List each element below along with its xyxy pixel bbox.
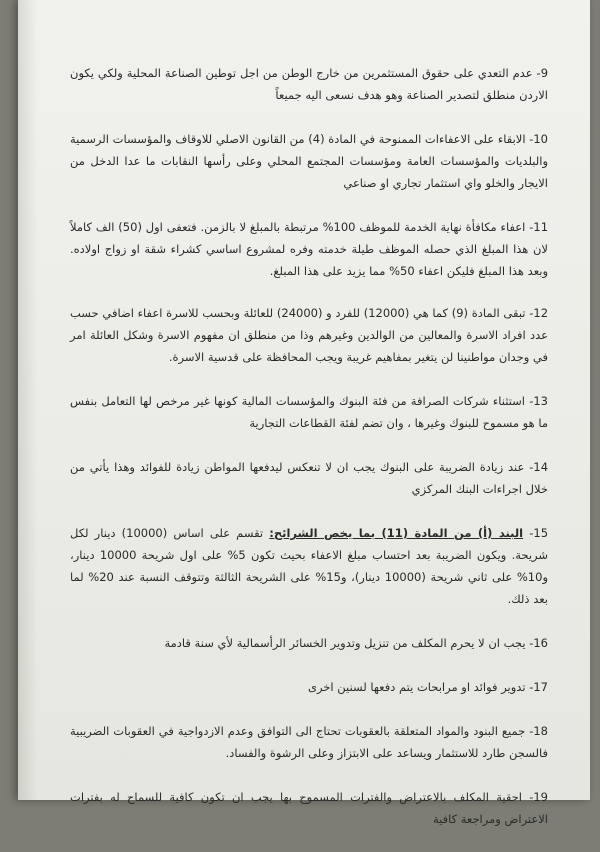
item-number: 15- xyxy=(529,526,549,540)
item-text: عدم التعدي على حقوق المستثمرين من خارج الوطن من اجل توطين الصناعة المحلية ولكي يكون الاردن منطلق لتصدير الصناعة وهو هدف نسعى اليه جميعاً xyxy=(70,66,548,102)
item-text: احقية المكلف بالاعتراض والفترات المسموح بها يجب ان تكون كافية للسماح له بفترات الاعتراض ومراجعة كافية xyxy=(70,790,548,826)
list-item xyxy=(70,128,548,194)
item-number: 17- xyxy=(529,680,548,694)
list-item xyxy=(70,390,548,434)
item-number: 9- xyxy=(536,66,549,80)
item-text: يجب ان لا يحرم المكلف من تنزيل وتدوير الخسائر الرأسمالية لأي سنة قادمة xyxy=(164,636,526,650)
item-text: اعفاء مكافأة نهاية الخدمة للموظف 100% مرتبطة بالمبلغ لا بالزمن. فتعفى اول (50) الف كاملاً لان هذا المبلغ الذي حصله الموظف طيلة خدمته وفره لمشروع اساسي كشراء شقة او زواج اولاده. وبعد هذا المبلغ فليكن اعفاء 50% مما يزيد على هذا المبلغ. xyxy=(70,220,548,278)
list-item xyxy=(70,62,548,106)
item-number: 19- xyxy=(529,790,548,804)
list-item xyxy=(70,786,548,830)
list-item xyxy=(70,720,548,764)
item-text: جميع البنود والمواد المتعلقة بالعقوبات تحتاج الى التوافق وعدم الازدواجية في العقوبات الضريبية فالسجن طارد للاستثمار ويساعد على الابتزاز وعلى الرشوة والفساد. xyxy=(70,724,548,760)
document-body xyxy=(70,62,548,852)
item-number: 14- xyxy=(529,460,549,474)
item-number: 13- xyxy=(529,394,548,408)
document-page xyxy=(18,0,590,826)
item-text: تدوير فوائد او مرابحات يتم دفعها لسنين اخرى xyxy=(307,680,526,694)
list-item xyxy=(70,302,548,368)
item-number: 10- xyxy=(529,132,548,146)
list-item xyxy=(70,676,548,698)
item-text: الابقاء على الاعفاءات الممنوحة في المادة (4) من القانون الاصلي للاوقاف والمؤسسات الرسمية والبلديات والمؤسسات العامة ومؤسسات المجتمع المحلي وعلى رأسها النقابات ما عدا الدخل من الايجار والخلو واي استثمار تجاري او صناعي xyxy=(70,132,548,190)
list-item xyxy=(70,522,548,610)
list-item xyxy=(70,216,548,282)
item-text: عند زيادة الضريبة على البنوك يجب ان لا تنعكس ليدفعها المواطن زيادة للفوائد وهذا يأتي من خلال اجراءات البنك المركزي xyxy=(70,460,548,496)
item-number: 16- xyxy=(529,636,548,650)
item-text: تقسم على اساس (10000) دينار لكل شريحة. ويكون الضريبة بعد احتساب مبلغ الاعفاء بحيث تكون 5% على اول شريحة 10000 دينار، و10% على ثاني شريحة (10000 دينار)، و15% على الشريحة الثالثة وتتوقف النسبة عند 20% لما بعد ذلك. xyxy=(70,526,549,606)
item-number: 11- xyxy=(529,220,549,234)
item-text: استثناء شركات الصرافة من فئة البنوك والمؤسسات المالية كونها غير مرخص لها التعامل بنفس ما هو مسموح للبنوك وغيرها ، وان تضم لفئة القطاعات التجارية xyxy=(70,394,548,430)
item-number: 12- xyxy=(529,306,549,320)
item-text: تبقى المادة (9) كما هي (12000) للفرد و (24000) للعائلة وبحسب للاسرة اعفاء اضافي حسب عدد افراد الاسرة والمعالين من الوالدين وغيرهم وذا من منطلق ان مفهوم الاسرة وشكل العائلة امر في وجدان مواطنينا لن يتغير بمفاهيم غريبة ويجب المحافظة على قدسية الاسرة. xyxy=(70,306,548,364)
item-heading: البند (أ) من المادة (11) بما يخص الشرائح: xyxy=(269,526,524,540)
list-item xyxy=(70,632,548,654)
item-number: 18- xyxy=(529,724,548,738)
list-item xyxy=(70,456,548,500)
